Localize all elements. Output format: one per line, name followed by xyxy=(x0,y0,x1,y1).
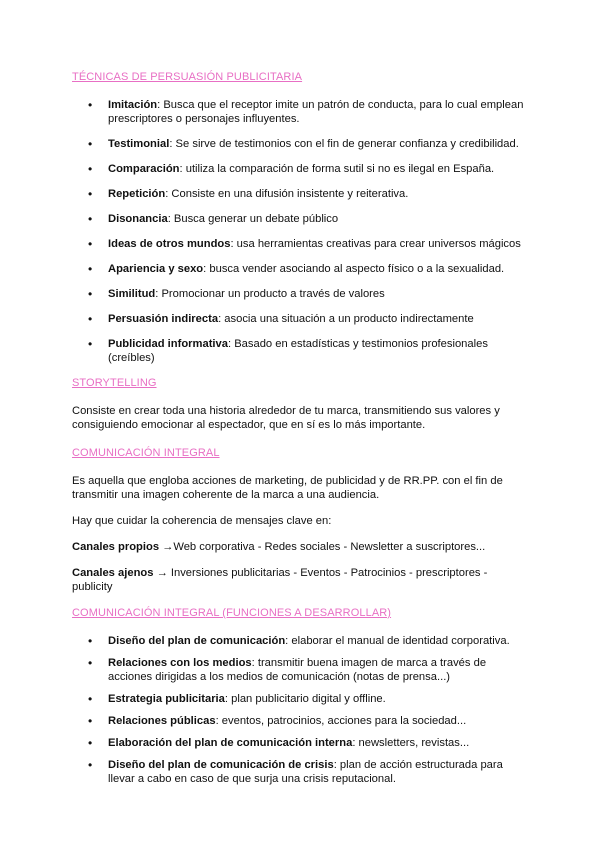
item-term: Ideas de otros mundos xyxy=(108,238,231,250)
list-item xyxy=(72,714,528,728)
list-item xyxy=(72,758,528,786)
comunicacion-intro: Hay que cuidar la coherencia de mensajes clave en: xyxy=(72,515,332,527)
item-term: Comparación xyxy=(108,163,180,175)
comunicacion-body: Es aquella que engloba acciones de marketing, de publicidad y de RR.PP. con el fin de transmitir una imagen coherente de la marca a una audiencia. xyxy=(72,475,503,501)
item-text: : transmitir buena imagen de marca a través de acciones dirigidas a los medios de comunicación (notas de prensa...) xyxy=(108,657,487,683)
list-item xyxy=(72,262,528,276)
item-term: Diseño del plan de comunicación xyxy=(108,635,286,647)
heading-storytelling: STORYTELLING xyxy=(72,377,157,389)
item-text: : newsletters, revistas... xyxy=(352,737,470,749)
item-term: Publicidad informativa xyxy=(108,338,228,350)
list-item xyxy=(72,212,528,226)
list-item xyxy=(72,634,528,648)
list-item xyxy=(72,162,528,176)
heading-comunicacion: COMUNICACIÓN INTEGRAL xyxy=(72,447,220,459)
item-text: : plan de acción estructurada para llevar a cabo en caso de que surja una crisis reputacional. xyxy=(108,759,503,785)
list-item xyxy=(72,692,528,706)
item-term: Repetición xyxy=(108,188,166,200)
item-term: Relaciones con los medios xyxy=(108,657,252,669)
list-item xyxy=(72,187,528,201)
canales-ajenos-text: → Inversiones publicitarias - Eventos - Patrocinios - prescriptores - publicity xyxy=(72,567,488,593)
list-funciones xyxy=(72,634,528,786)
list-item xyxy=(72,337,528,365)
item-text: : Se sirve de testimonios con el fin de generar confianza y credibilidad. xyxy=(169,138,519,150)
item-text: : asocia una situación a un producto indirectamente xyxy=(218,313,474,325)
document-content xyxy=(72,70,528,794)
list-item xyxy=(72,656,528,684)
item-text: : Busca que el receptor imite un patrón de conducta, para lo cual emplean prescriptores o personajes influyentes. xyxy=(108,99,524,125)
item-text: : usa herramientas creativas para crear universos mágicos xyxy=(230,238,521,250)
list-item xyxy=(72,98,528,126)
canales-propios xyxy=(72,540,528,554)
canales-propios-text: →Web corporativa - Redes sociales - Newsletter a suscriptores... xyxy=(159,541,486,553)
list-item xyxy=(72,287,528,301)
list-item xyxy=(72,736,528,750)
item-text: : Busca generar un debate público xyxy=(167,213,339,225)
item-term: Apariencia y sexo xyxy=(108,263,204,275)
list-item xyxy=(72,237,528,251)
canales-propios-term: Canales propios xyxy=(72,541,160,553)
item-term: Imitación xyxy=(108,99,158,111)
storytelling-body: Consiste en crear toda una historia alrededor de tu marca, transmitiendo sus valores y consiguiendo emocionar al espectador, que en sí es lo más importante. xyxy=(72,405,500,431)
item-term: Diseño del plan de comunicación de crisis xyxy=(108,759,334,771)
list-tecnicas xyxy=(72,98,528,365)
heading-funciones: COMUNICACIÓN INTEGRAL (FUNCIONES A DESARROLLAR) xyxy=(72,607,392,619)
canales-ajenos xyxy=(72,566,528,594)
item-text: : Basado en estadísticas y testimonios profesionales (creíbles) xyxy=(108,338,488,364)
item-term: Disonancia xyxy=(108,213,168,225)
item-term: Persuasión indirecta xyxy=(108,313,219,325)
item-term: Testimonial xyxy=(108,138,170,150)
list-item xyxy=(72,137,528,151)
item-text: : elaborar el manual de identidad corporativa. xyxy=(285,635,510,647)
item-text: : eventos, patrocinios, acciones para la sociedad... xyxy=(215,715,467,727)
heading-tecnicas: TÉCNICAS DE PERSUASIÓN PUBLICITARIA xyxy=(72,71,303,83)
item-term: Elaboración del plan de comunicación interna xyxy=(108,737,353,749)
item-text: : utiliza la comparación de forma sutil si no es ilegal en España. xyxy=(179,163,495,175)
item-term: Estrategia publicitaria xyxy=(108,693,225,705)
item-text: : Consiste en una difusión insistente y reiterativa. xyxy=(165,188,409,200)
item-text: : Promocionar un producto a través de valores xyxy=(155,288,385,300)
item-term: Relaciones públicas xyxy=(108,715,216,727)
item-text: : busca vender asociando al aspecto físico o a la sexualidad. xyxy=(203,263,505,275)
list-item xyxy=(72,312,528,326)
item-text: : plan publicitario digital y offline. xyxy=(224,693,386,705)
canales-ajenos-term: Canales ajenos xyxy=(72,567,154,579)
item-term: Similitud xyxy=(108,288,156,300)
